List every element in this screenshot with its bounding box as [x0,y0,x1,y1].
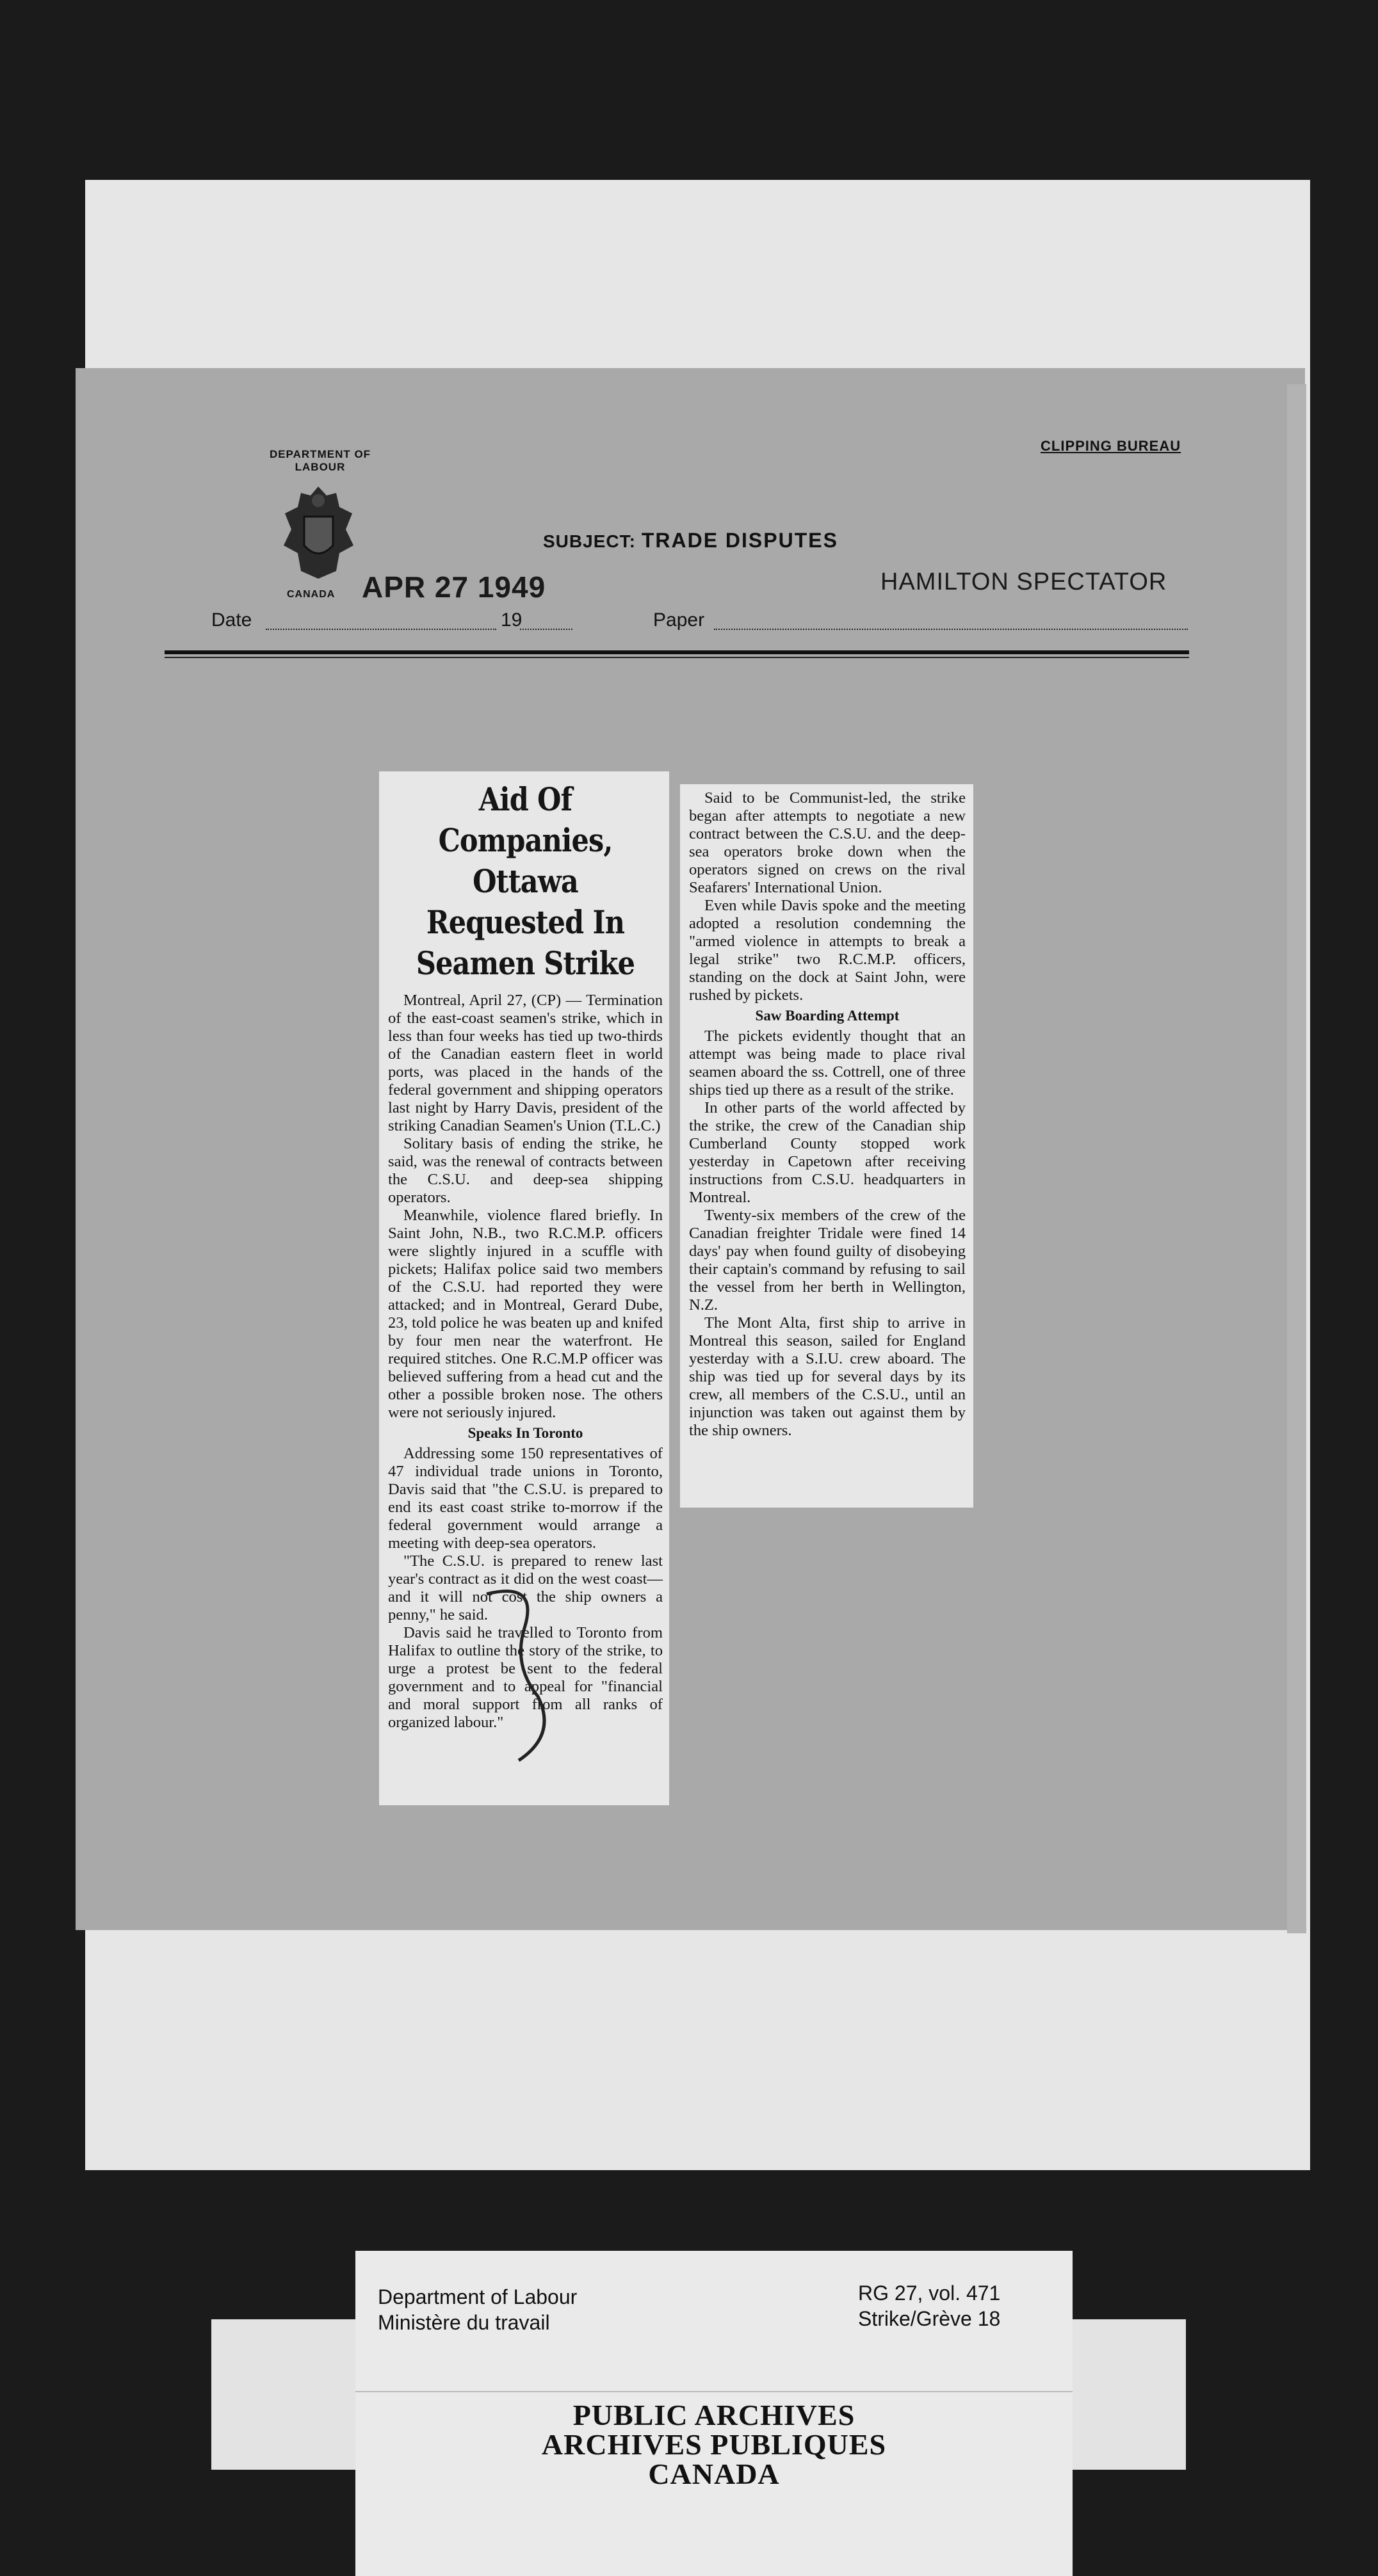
article-column-2 [680,784,973,1508]
subject-label: SUBJECT: [543,531,636,551]
stamp-line: ARCHIVES PUBLIQUES [541,2428,887,2461]
date-stamp: APR 27 1949 [362,570,546,604]
record-group: RG 27, vol. 471 [858,2282,1001,2305]
stamp-line: CANADA [648,2458,780,2490]
stamp-line: PUBLIC ARCHIVES [572,2399,855,2431]
coat-of-arms-icon [275,481,362,584]
paragraph: Meanwhile, violence flared briefly. In Saint John, N.B., two R.C.M.P. officers were slightly injured in a scuffle with pickets; Halifax police said two members of the C.S.U. had reported they were attacked; and in Montreal, Gerard Dube, 23, told police he was beaten up and knifed by four men near the waterfront. He required stitches. One R.C.M.P officer was believed suffering from a head cut and the other a possible broken nose. The others were not seriously injured. [388,1207,663,1421]
paragraph: In other parts of the world affected by the strike, the crew of the Canadian ship Cumberland County stopped work yesterday in Capetown after receiving instructions from C.S.U. headquarters in Montreal. [689,1099,966,1206]
year-dotted-line [520,629,572,630]
sheet-edge [1287,384,1306,1933]
archive-department [378,2284,577,2335]
archives-stamp [355,2401,1073,2489]
paragraph: Even while Davis spoke and the meeting adopted a resolution condemning the "armed violence in attempts to break a legal strike" two R.C.M.P. officers, standing on the dock at Saint John, were rushed by pickets. [689,897,966,1004]
paragraph: The pickets evidently thought that an attempt was being made to place rival seamen aboard the ss. Cottrell, one of three ships tied up there as a result of the strike. [689,1027,966,1099]
date-label: Date [211,609,252,631]
pen-mark-icon [448,1581,576,1773]
article-headline: Aid Of Companies, Ottawa Requested In Seamen Strike [416,780,635,982]
paragraph: Twenty-six members of the crew of the Canadian freighter Tridale were fined 14 days' pay when found guilty of disobeying their captain's command by refusing to sail the vessel from her berth in Wellington, N.Z. [689,1207,966,1314]
paragraph: Solitary basis of ending the strike, he said, was the renewal of contracts between the C.S.U. and deep-sea shipping operators. [388,1135,663,1206]
paper-label: Paper [653,609,705,631]
paragraph: Said to be Communist-led, the strike began after attempts to negotiate a new contract between the C.S.U. and the deep-sea operators broke down when the operators signed on crews on the rival Seafarers' International Union. [689,789,966,896]
archive-reference [858,2280,1000,2331]
department-en: Department of Labour [378,2285,578,2308]
department-fr: Ministère du travail [378,2311,550,2334]
date-dotted-line [266,629,496,630]
paragraph: Davis said he travelled to Toronto from Halifax to outline the story of the strike, to urge a protest be sent to the federal government and to appeal for "financial and moral support from all ranks of organized labour." [388,1624,663,1731]
header-rule [165,650,1189,654]
subheading: Saw Boarding Attempt [755,1008,900,1024]
department-label: DEPARTMENT OF LABOUR [269,448,371,473]
paragraph: Montreal, April 27, (CP) — Termination of the east-coast seamen's strike, which in less than four weeks has tied up two-thirds of the Canadian eastern fleet in world ports, was placed in the hands of the federal government and shipping operators last night by Harry Davis, president of the striking Canadian Seamen's Union (T.L.C.) [388,992,663,1134]
subheading: Speaks In Toronto [467,1425,583,1441]
strike-number: Strike/Grève 18 [858,2307,1001,2330]
paper-stamp: HAMILTON SPECTATOR [880,568,1167,595]
paragraph: The Mont Alta, first ship to arrive in Montreal this season, sailed for England yesterday with a S.I.U. crew aboard. The ship was tied up for several days by its crew, all members of the C.S.U., until an injunction was taken out against them by the ship owners. [689,1314,966,1439]
year-prefix: 19 [501,609,523,631]
header-rule-thin [165,657,1189,658]
paragraph: Addressing some 150 representatives of 47 individual trade unions in Toronto, Davis said that "the C.S.U. is prepared to end its east coast strike to-morrow if the federal government would arrange a meeting with deep-sea operators. [388,1445,663,1552]
subject-value: TRADE DISPUTES [641,529,838,552]
paragraph: "The C.S.U. is prepared to renew last year's contract as it did on the west coast—and it will not cost the ship owners a penny," he said. [388,1552,663,1623]
clipping-bureau-label: CLIPPING BUREAU [1041,438,1181,454]
canada-label: CANADA [287,589,336,600]
label-divider [355,2391,1073,2392]
paper-dotted-line [714,629,1188,630]
subject-line [543,529,838,552]
